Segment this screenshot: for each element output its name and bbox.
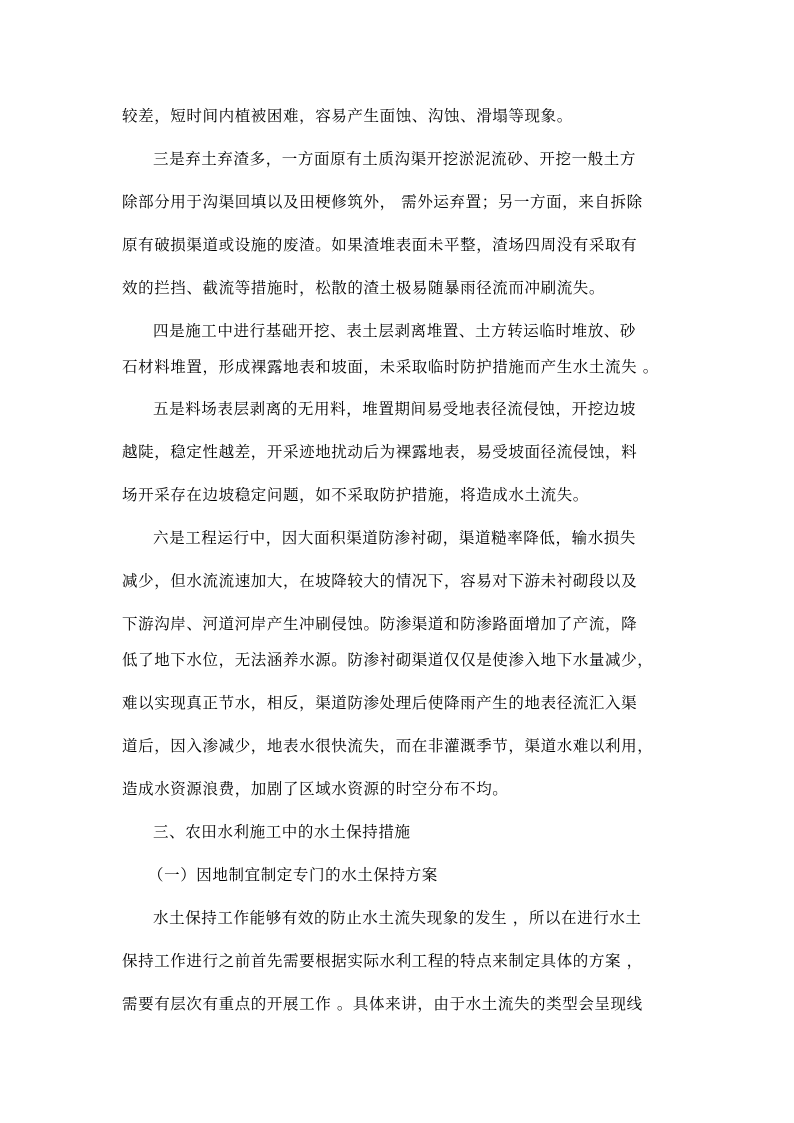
text-line: 场开采存在边坡稳定问题，如不采取防护措施，将造成水土流失。 — [122, 486, 589, 504]
text-line: 水土保持工作能够有效的防止水土流失现象的发生 ，所以在进行水土 — [153, 909, 642, 927]
text-line: 道后，因入渗减少，地表水很快流失，而在非灌溉季节，渠道水难以利用， — [122, 737, 654, 755]
subsection-heading: （一）因地制宜制定专门的水土保持方案 — [148, 866, 438, 884]
text-line: 原有破损渠道或设施的废渣。如果渣堆表面未平整，渣场四周没有采取有 — [122, 236, 638, 254]
text-line: 下游沟岸、河道河岸产生冲刷侵蚀。防渗渠道和防渗路面增加了产流，降 — [122, 615, 638, 633]
text-line: 低了地下水位，无法涵养水源。防渗衬砌渠道仅仅是使渗入地下水量减少， — [122, 651, 654, 669]
text-line: 效的拦挡、截流等措施时，松散的渣土极易随暴雨径流而冲刷流失。 — [122, 279, 606, 297]
section-heading: 三、农田水利施工中的水土保持措施 — [153, 823, 411, 841]
text-line: 石材料堆置，形成裸露地表和坡面，未采取临时防护措施而产生水土流失 。 — [122, 358, 659, 376]
text-line: 造成水资源浪费，加剧了区域水资源的时空分布不均。 — [122, 780, 509, 798]
text-line: 三是弃土弃渣多，一方面原有土质沟渠开挖淤泥流砂、开挖一般土方 — [153, 150, 637, 168]
text-line: 五是料场表层剥离的无用料，堆置期间易受地表径流侵蚀，开挖边坡 — [153, 400, 637, 418]
text-line: 越陡，稳定性越差，开采迹地扰动后为裸露地表，易受坡面径流侵蚀，料 — [122, 443, 638, 461]
text-line: 四是施工中进行基础开挖、表土层剥离堆置、土方转运临时堆放、砂 — [153, 322, 637, 340]
text-line: 除部分用于沟渠回填以及田梗修筑外， 需外运弃置；另一方面，来自拆除 — [122, 193, 643, 211]
text-line: 较差，短时间内植被困难，容易产生面蚀、沟蚀、滑塌等现象。 — [122, 107, 573, 125]
text-line: 六是工程运行中，因大面积渠道防渗衬砌，渠道糙率降低，输水损失 — [153, 529, 637, 547]
text-line: 减少，但水流流速加大，在坡降较大的情况下，容易对下游未衬砌段以及 — [122, 572, 638, 590]
text-line: 需要有层次有重点的开展工作 。具体来讲，由于水土流失的类型会呈现线 — [122, 995, 643, 1013]
text-line: 保持工作进行之前首先需要根据实际水利工程的特点来制定具体的方案 ， — [122, 952, 643, 970]
text-line: 难以实现真正节水，相反，渠道防渗处理后使降雨产生的地表径流汇入渠 — [122, 694, 638, 712]
